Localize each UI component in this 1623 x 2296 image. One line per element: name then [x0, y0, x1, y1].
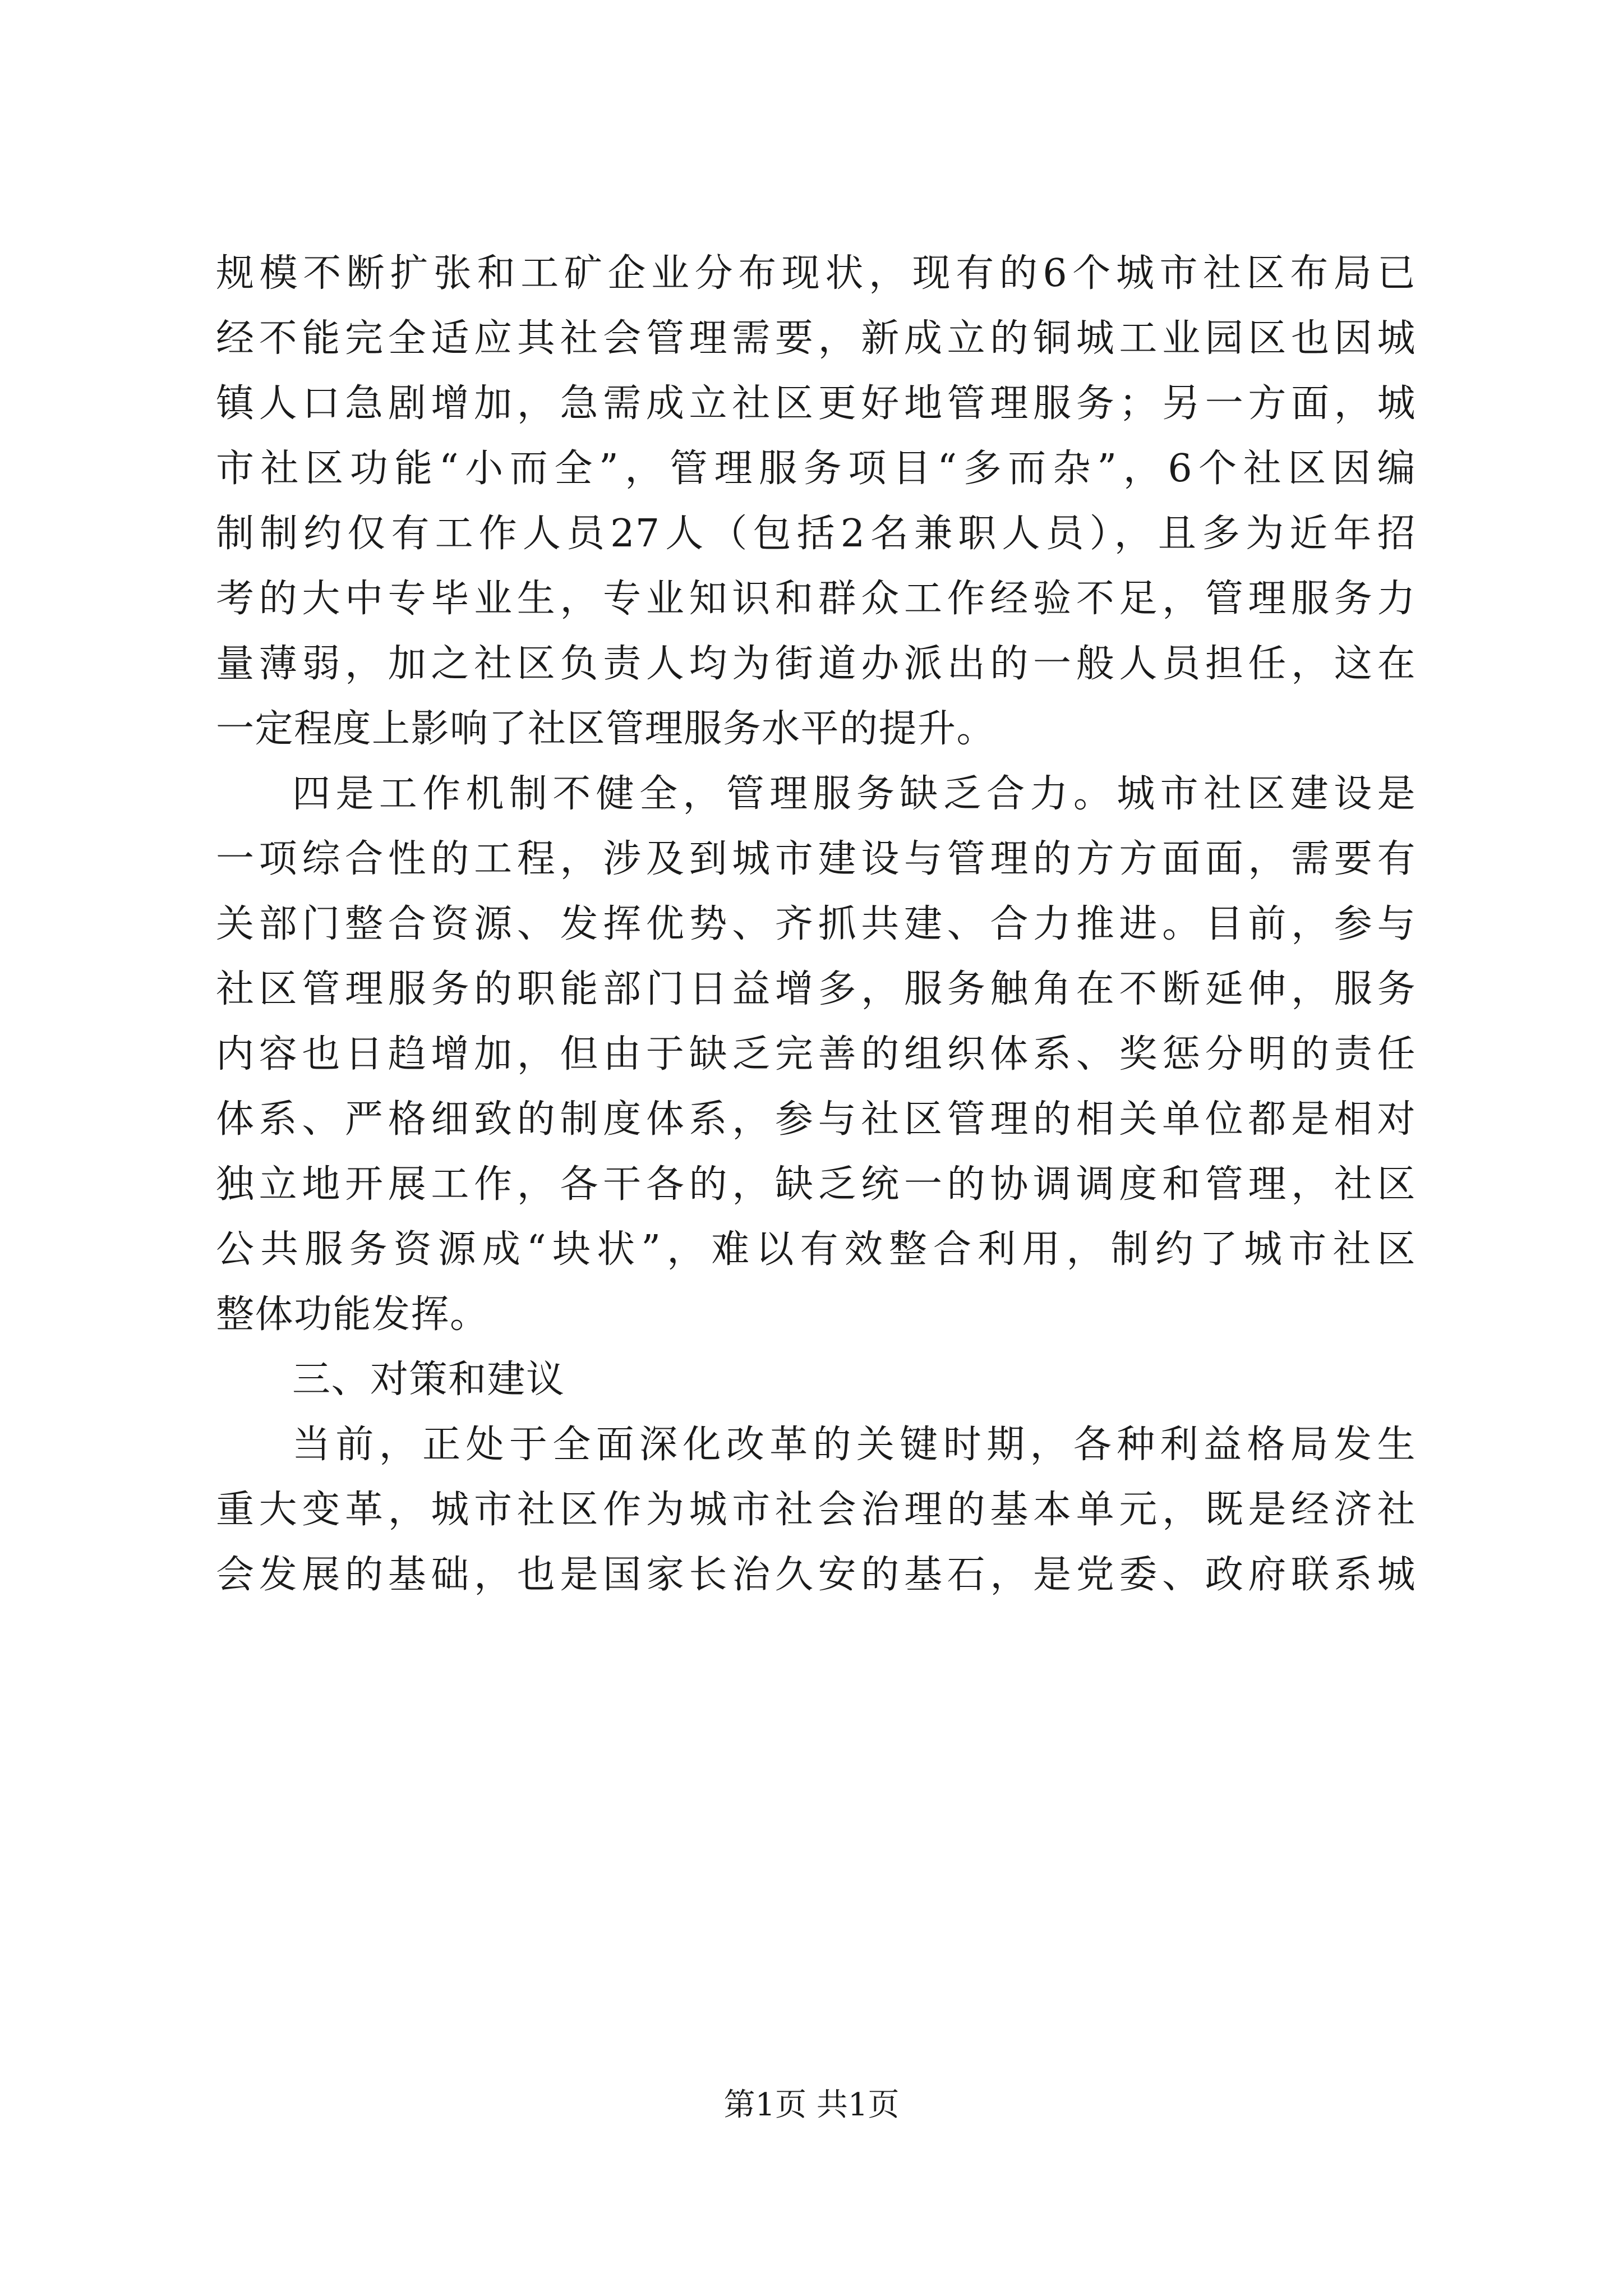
text-line: 社区管理服务的职能部门日益增多，服务触角在不断延伸，服务	[216, 967, 1416, 1011]
text-line: 制制约仅有工作人员27人（包括2名兼职人员），且多为近年招	[216, 512, 1416, 556]
text-line: 一定程度上影响了社区管理服务水平的提升。	[216, 707, 996, 751]
page-number-label: 第1页 共1页	[723, 2087, 900, 2123]
text-line: 重大变革，城市社区作为城市社会治理的基本单元，既是经济社	[216, 1488, 1416, 1532]
paragraph-first-line: 当前，正处于全面深化改革的关键时期，各种利益格局发生	[292, 1423, 1416, 1467]
text-line: 独立地开展工作，各干各的，缺乏统一的协调调度和管理，社区	[216, 1162, 1416, 1207]
text-line: 考的大中专毕业生，专业知识和群众工作经验不足，管理服务力	[216, 577, 1416, 621]
document-body	[216, 241, 1416, 1608]
text-line: 规模不断扩张和工矿企业分布现状，现有的6个城市社区布局已	[216, 251, 1416, 296]
text-line: 体系、严格细致的制度体系，参与社区管理的相关单位都是相对	[216, 1097, 1416, 1142]
text-line: 一项综合性的工程，涉及到城市建设与管理的方方面面，需要有	[216, 837, 1416, 881]
text-line: 公共服务资源成“块状”，难以有效整合利用，制约了城市社区	[216, 1227, 1416, 1272]
text-line: 镇人口急剧增加，急需成立社区更好地管理服务；另一方面，城	[216, 381, 1416, 426]
text-line: 整体功能发挥。	[216, 1292, 489, 1337]
page-footer	[0, 2086, 1623, 2125]
text-line: 会发展的基础，也是国家长治久安的基石，是党委、政府联系城	[216, 1553, 1416, 1597]
text-line: 内容也日趋增加，但由于缺乏完善的组织体系、奖惩分明的责任	[216, 1032, 1416, 1076]
paragraph-first-line: 四是工作机制不健全，管理服务缺乏合力。城市社区建设是	[292, 772, 1416, 816]
text-line: 经不能完全适应其社会管理需要，新成立的铜城工业园区也因城	[216, 316, 1416, 361]
text-line: 关部门整合资源、发挥优势、齐抓共建、合力推进。目前，参与	[216, 902, 1416, 946]
text-line: 量薄弱，加之社区负责人均为街道办派出的一般人员担任，这在	[216, 642, 1416, 686]
text-line: 市社区功能“小而全”，管理服务项目“多而杂”，6个社区因编	[216, 447, 1416, 491]
section-heading: 三、对策和建议	[292, 1358, 565, 1402]
